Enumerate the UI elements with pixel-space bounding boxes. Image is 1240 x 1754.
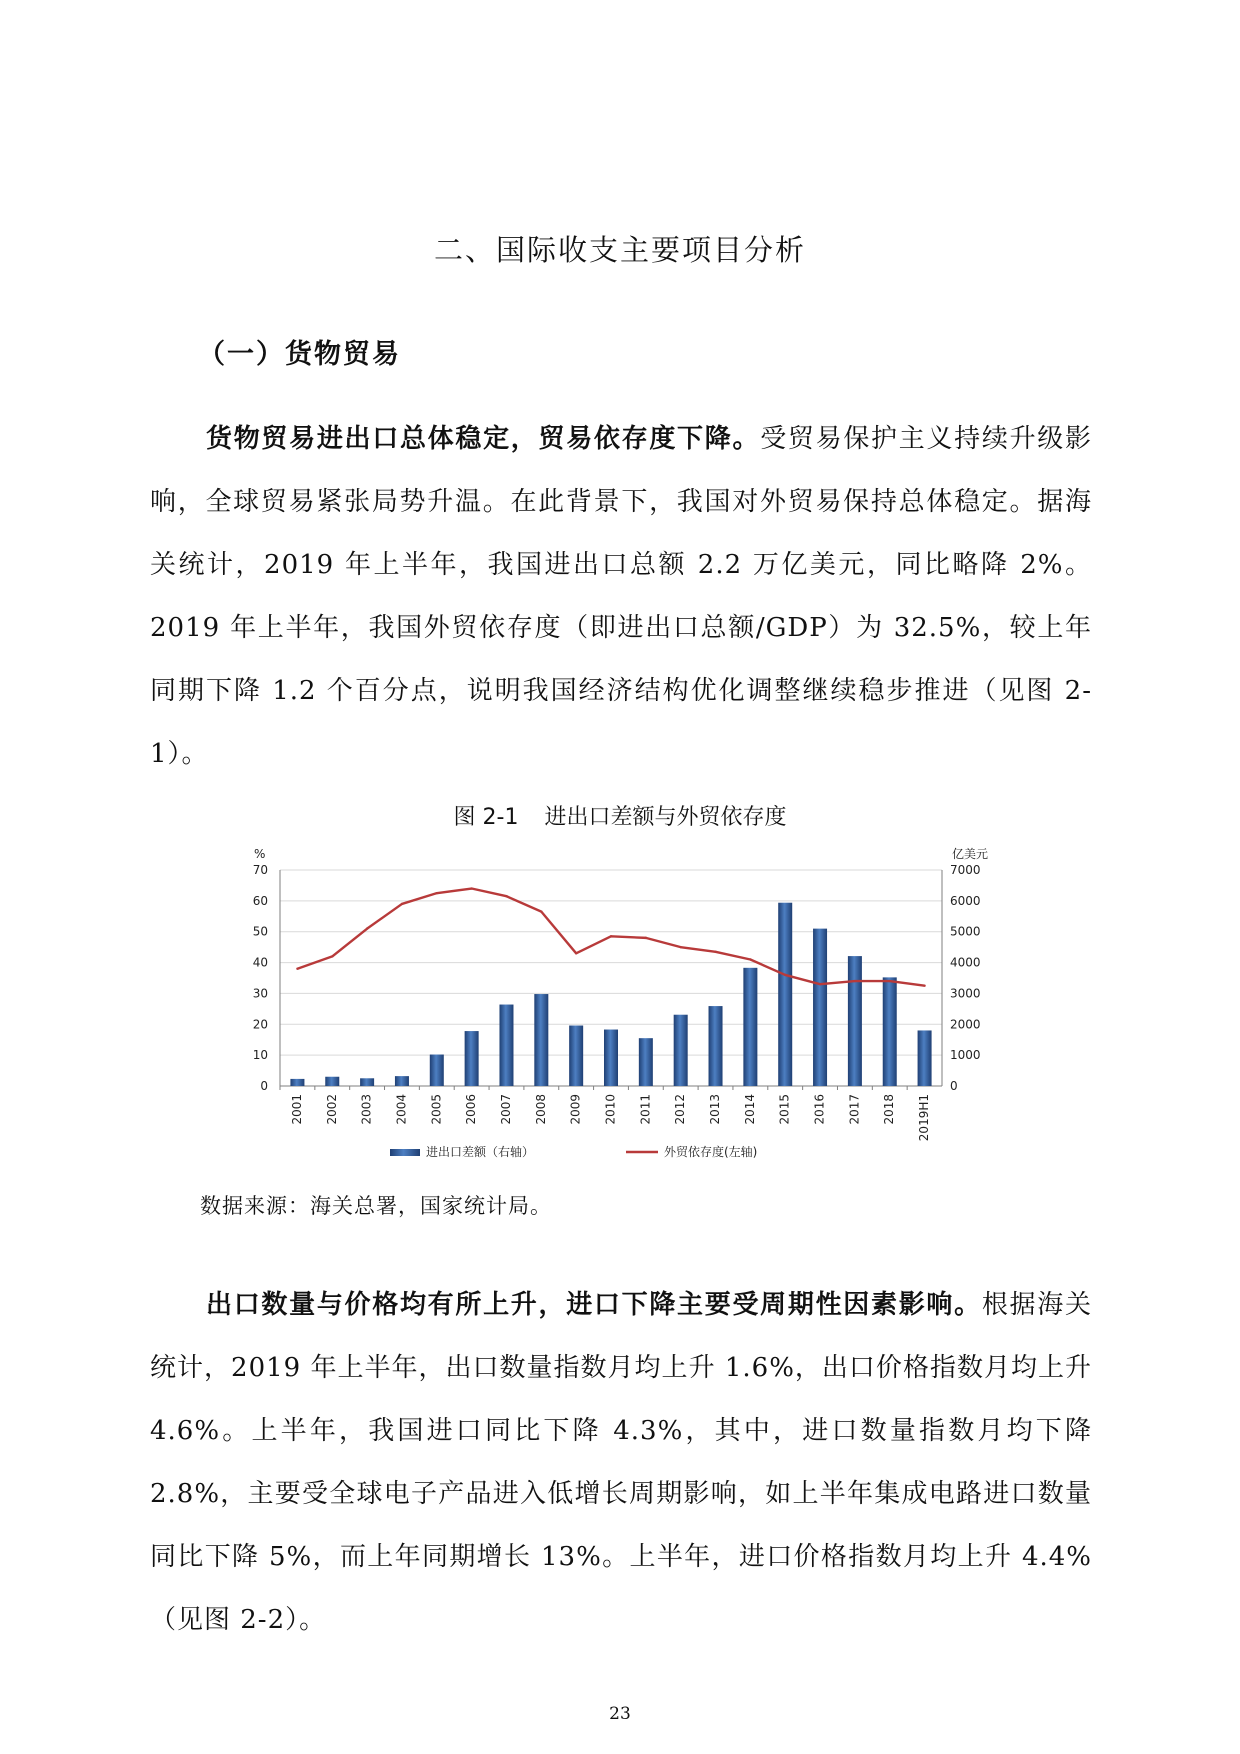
left-axis-tick-label: 50 bbox=[252, 924, 268, 939]
bar-trade-balance-2018 bbox=[883, 977, 897, 1086]
point-trade-dependence-2002 bbox=[331, 955, 333, 957]
point-trade-dependence-2008 bbox=[540, 910, 542, 912]
subsection-title: （一）货物贸易 bbox=[198, 339, 401, 370]
bar-trade-balance-2013 bbox=[709, 1006, 723, 1086]
bar-trade-balance-2008 bbox=[534, 994, 548, 1086]
point-trade-dependence-2017 bbox=[854, 980, 856, 982]
point-trade-dependence-2009 bbox=[575, 952, 577, 954]
x-axis-category-label: 2011 bbox=[638, 1094, 653, 1125]
point-trade-dependence-2015 bbox=[784, 974, 786, 976]
bar-trade-balance-2006 bbox=[465, 1031, 479, 1086]
paragraph-body: 受贸易保护主义持续升级影响，全球贸易紧张局势升温。在此背景下，我国对外贸易保持总体稳定。据海关统计，2019 年上半年，我国进出口总额 2.2 万亿美元，同比略降 2%。2019 年上半年，我国外贸依存度（即进出口总额/GDP）为 32.5%，较上年同期下降 1.2 个百分点，说明我国经济结构优化调整继续稳步推进（见图 2-1）。 bbox=[150, 424, 1092, 769]
x-axis-category-label: 2017 bbox=[847, 1094, 862, 1125]
figure-title: 进出口差额与外贸依存度 bbox=[544, 805, 787, 830]
point-trade-dependence-2016 bbox=[819, 983, 821, 985]
left-axis-tick-label: 40 bbox=[252, 955, 268, 970]
x-axis-category-label: 2019H1 bbox=[917, 1094, 932, 1142]
point-trade-dependence-2013 bbox=[714, 951, 716, 953]
right-axis-tick-label: 1000 bbox=[950, 1048, 981, 1063]
bar-trade-balance-2005 bbox=[430, 1055, 444, 1086]
point-trade-dependence-2011 bbox=[645, 937, 647, 939]
paragraph-body: 根据海关统计，2019 年上半年，出口数量指数月均上升 1.6%，出口价格指数月均上升 4.6%。上半年，我国进口同比下降 4.3%，其中，进口数量指数月均下降 2.8%，主要受全球电子产品进入低增长周期影响，如上半年集成电路进口数量同比下降 5%，而上年同期增长 13%。上半年，进口价格指数月均上升 4.4%（见图 2-2）。 bbox=[150, 1290, 1092, 1635]
point-trade-dependence-2018 bbox=[889, 980, 891, 982]
point-trade-dependence-2019H1 bbox=[923, 985, 925, 987]
bar-trade-balance-2017 bbox=[848, 956, 862, 1086]
bar-trade-balance-2003 bbox=[360, 1078, 374, 1086]
x-axis-category-label: 2002 bbox=[324, 1094, 339, 1125]
x-axis-category-label: 2014 bbox=[742, 1094, 757, 1125]
section-title: 二、国际收支主要项目分析 bbox=[433, 233, 806, 267]
left-axis-tick-label: 20 bbox=[252, 1017, 268, 1032]
bar-trade-balance-2007 bbox=[499, 1005, 513, 1086]
bar-trade-balance-2019H1 bbox=[918, 1030, 932, 1086]
page-number: 23 bbox=[609, 1704, 631, 1724]
right-axis-tick-label: 2000 bbox=[950, 1017, 981, 1032]
left-axis-tick-label: 60 bbox=[252, 893, 268, 908]
paragraph-lead: 货物贸易进出口总体稳定，贸易依存度下降。 bbox=[206, 424, 761, 454]
point-trade-dependence-2012 bbox=[679, 946, 681, 948]
paragraph-trade-stability bbox=[150, 408, 1092, 786]
bar-trade-balance-2012 bbox=[674, 1015, 688, 1086]
left-axis-tick-label: 10 bbox=[252, 1048, 268, 1063]
point-trade-dependence-2001 bbox=[296, 968, 298, 970]
chart-gridlines bbox=[280, 870, 942, 1055]
left-axis-label: % bbox=[254, 847, 266, 861]
point-trade-dependence-2005 bbox=[436, 892, 438, 894]
right-axis-label: 亿美元 bbox=[951, 847, 988, 861]
x-axis-category-label: 2012 bbox=[673, 1094, 688, 1125]
bar-trade-balance-2015 bbox=[778, 903, 792, 1086]
bar-trade-balance-2011 bbox=[639, 1038, 653, 1086]
bar-trade-balance-2014 bbox=[743, 968, 757, 1086]
x-axis-category-label: 2010 bbox=[603, 1094, 618, 1125]
right-axis-tick-label: 4000 bbox=[950, 955, 981, 970]
chart-legend bbox=[390, 1144, 757, 1159]
x-axis-category-label: 2001 bbox=[289, 1094, 304, 1125]
right-axis-tick-label: 7000 bbox=[950, 863, 981, 877]
x-axis-category-label: 2004 bbox=[394, 1094, 409, 1125]
line-series bbox=[296, 887, 926, 987]
legend-swatch-bar bbox=[390, 1149, 420, 1156]
point-trade-dependence-2004 bbox=[401, 903, 403, 905]
x-axis-category-label: 2018 bbox=[882, 1094, 897, 1125]
right-axis-tick-label: 3000 bbox=[950, 986, 981, 1001]
figure-source: 数据来源：海关总署，国家统计局。 bbox=[200, 1194, 552, 1218]
left-axis-tick-label: 30 bbox=[252, 986, 268, 1001]
x-axis-category-label: 2008 bbox=[533, 1094, 548, 1125]
right-axis-tick-label: 5000 bbox=[950, 924, 981, 939]
bar-trade-balance-2009 bbox=[569, 1026, 583, 1086]
legend-label-bar: 进出口差额（右轴） bbox=[426, 1145, 535, 1159]
chart-axes bbox=[253, 847, 988, 1141]
bar-trade-balance-2001 bbox=[290, 1079, 304, 1086]
bar-trade-balance-2002 bbox=[325, 1077, 339, 1086]
x-axis-category-label: 2003 bbox=[359, 1094, 374, 1125]
figure-number: 图 2-1 bbox=[453, 805, 519, 830]
bar-series bbox=[290, 903, 931, 1086]
figure-caption bbox=[0, 800, 1240, 831]
point-trade-dependence-2014 bbox=[749, 958, 751, 960]
legend-label-line: 外贸依存度(左轴) bbox=[664, 1145, 758, 1159]
left-axis-tick-label: 70 bbox=[252, 863, 268, 877]
x-axis-category-label: 2007 bbox=[498, 1094, 513, 1125]
x-axis-category-label: 2015 bbox=[777, 1094, 792, 1125]
point-trade-dependence-2010 bbox=[610, 935, 612, 937]
point-trade-dependence-2007 bbox=[505, 895, 507, 897]
x-axis-category-label: 2006 bbox=[464, 1094, 479, 1125]
bar-trade-balance-2016 bbox=[813, 929, 827, 1086]
paragraph-lead: 出口数量与价格均有所上升，进口下降主要受周期性因素影响。 bbox=[206, 1290, 982, 1320]
paragraph-import-export bbox=[150, 1274, 1092, 1652]
point-trade-dependence-2003 bbox=[366, 927, 368, 929]
trade-balance-chart bbox=[240, 838, 1000, 1188]
left-axis-tick-label: 0 bbox=[260, 1079, 268, 1093]
right-axis-tick-label: 0 bbox=[950, 1079, 958, 1093]
x-axis-category-label: 2016 bbox=[812, 1094, 827, 1125]
x-axis-category-label: 2005 bbox=[429, 1094, 444, 1125]
bar-trade-balance-2004 bbox=[395, 1076, 409, 1086]
x-axis-category-label: 2013 bbox=[708, 1094, 723, 1125]
x-axis-category-label: 2009 bbox=[568, 1094, 583, 1125]
point-trade-dependence-2006 bbox=[470, 887, 472, 889]
right-axis-tick-label: 6000 bbox=[950, 893, 981, 908]
bar-trade-balance-2010 bbox=[604, 1030, 618, 1086]
